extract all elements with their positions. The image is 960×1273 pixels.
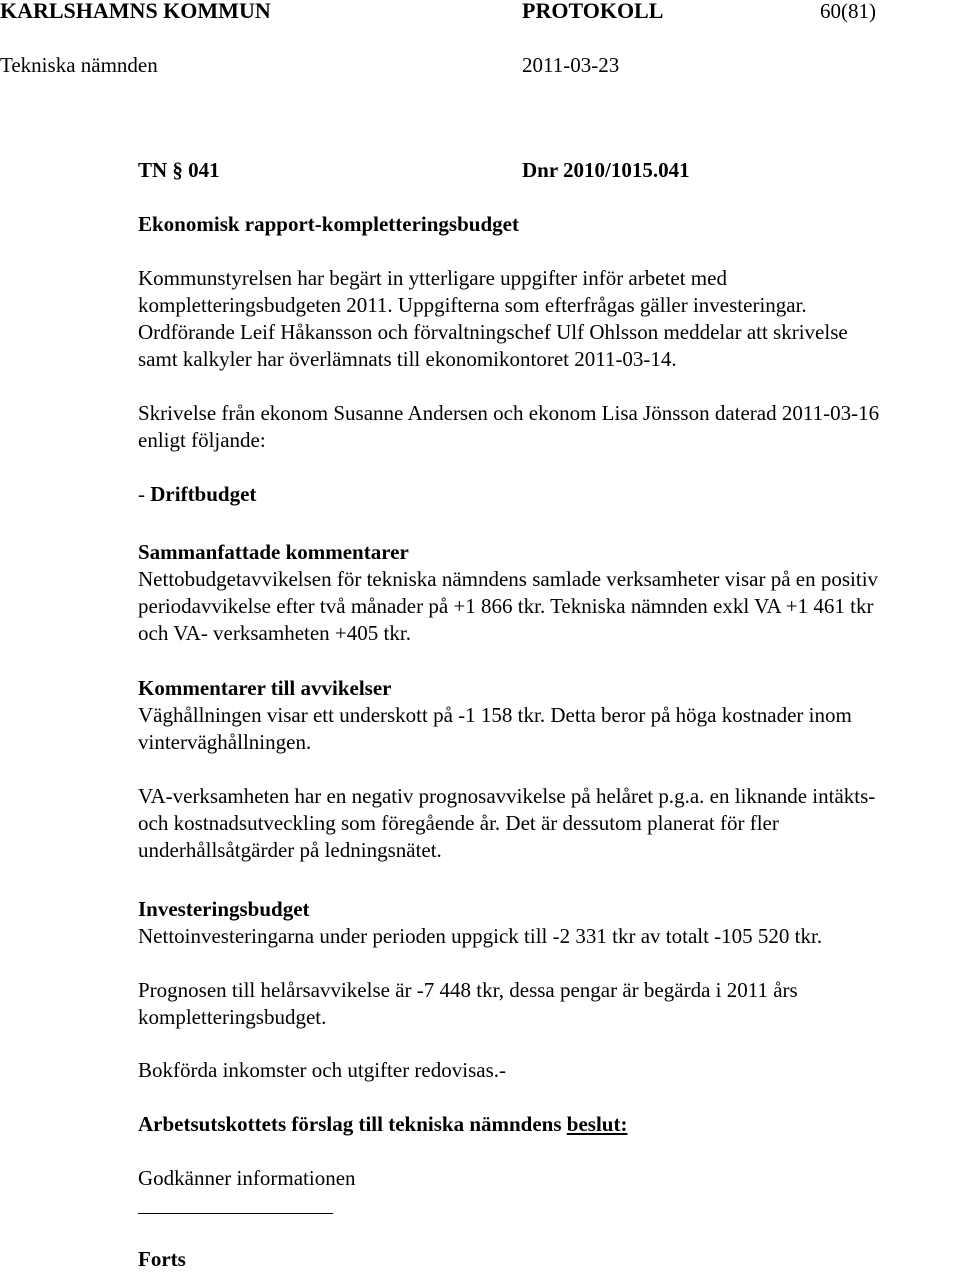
case-number: TN § 041 <box>138 158 220 182</box>
page-number: 60(81) <box>820 0 876 23</box>
text-line: samt kalkyler har överlämnats till ekonomikontoret 2011-03-14. <box>138 347 677 371</box>
text-line: underhållsåtgärder på ledningsnätet. <box>138 838 442 862</box>
text-line: vinterväghållningen. <box>138 730 312 754</box>
summary-paragraph <box>138 566 938 647</box>
intro-paragraph <box>138 265 938 373</box>
va-paragraph <box>138 783 938 864</box>
investment-paragraph <box>138 923 938 950</box>
text-line: kompletteringsbudget. <box>138 1005 327 1029</box>
proposal-heading <box>138 1111 627 1138</box>
document-type: PROTOKOLL <box>522 0 664 23</box>
case-dnr: Dnr 2010/1015.041 <box>522 158 690 182</box>
decision-text: Godkänner informationen <box>138 1166 356 1190</box>
bookkeeping-line: Bokförda inkomster och utgifter redovisas.- <box>138 1058 506 1082</box>
committee-name: Tekniska nämnden <box>0 53 158 77</box>
summary-heading: Sammanfattade kommentarer <box>138 540 409 564</box>
text-line: och VA- verksamheten +405 tkr. <box>138 621 411 645</box>
investment-heading: Investeringsbudget <box>138 897 310 921</box>
list-dash: - <box>138 482 151 506</box>
driftbudget-title: Driftbudget <box>150 482 257 506</box>
driftbudget-heading <box>138 481 256 508</box>
text-line: och kostnadsutveckling som föregående år. Det är dessutom planerat för fler <box>138 811 779 835</box>
text-line: periodavvikelse efter två månader på +1 866 tkr. Tekniska nämnden exkl VA +1 461 tkr <box>138 594 874 618</box>
proposal-heading-decision: beslut: <box>566 1112 628 1136</box>
continues-label: Forts <box>138 1247 186 1271</box>
text-line: Kommunstyrelsen har begärt in ytterligare uppgifter inför arbetet med <box>138 266 727 290</box>
proposal-heading-text: Arbetsutskottets förslag till tekniska nämndens <box>138 1112 562 1136</box>
text-line: VA-verksamheten har en negativ prognosavvikelse på helåret p.g.a. en liknande intäkts- <box>138 784 876 808</box>
text-line: Ordförande Leif Håkansson och förvaltningschef Ulf Ohlsson meddelar att skrivelse <box>138 320 848 344</box>
text-line: Skrivelse från ekonom Susanne Andersen och ekonom Lisa Jönsson daterad 2011-03-16 <box>138 401 880 425</box>
letter-paragraph <box>138 400 938 454</box>
meeting-date: 2011-03-23 <box>522 53 620 77</box>
text-line: enligt följande: <box>138 428 266 452</box>
forecast-paragraph <box>138 977 938 1031</box>
text-line: Nettoinvesteringarna under perioden uppgick till -2 331 tkr av totalt -105 520 tkr. <box>138 924 823 948</box>
text-line: Nettobudgetavvikelsen för tekniska nämndens samlade verksamheter visar på en positiv <box>138 567 879 591</box>
municipality-name: KARLSHAMNS KOMMUN <box>0 0 271 23</box>
text-line: kompletteringsbudgeten 2011. Uppgifterna som efterfrågas gäller investeringar. <box>138 293 807 317</box>
case-title: Ekonomisk rapport-kompletteringsbudget <box>138 212 519 236</box>
deviation-paragraph <box>138 702 938 756</box>
deviation-heading: Kommentarer till avvikelser <box>138 676 392 700</box>
text-line: Väghållningen visar ett underskott på -1 158 tkr. Detta beror på höga kostnader inom <box>138 703 852 727</box>
divider-line <box>138 1213 333 1214</box>
text-line: Prognosen till helårsavvikelse är -7 448 tkr, dessa pengar är begärda i 2011 års <box>138 978 798 1002</box>
